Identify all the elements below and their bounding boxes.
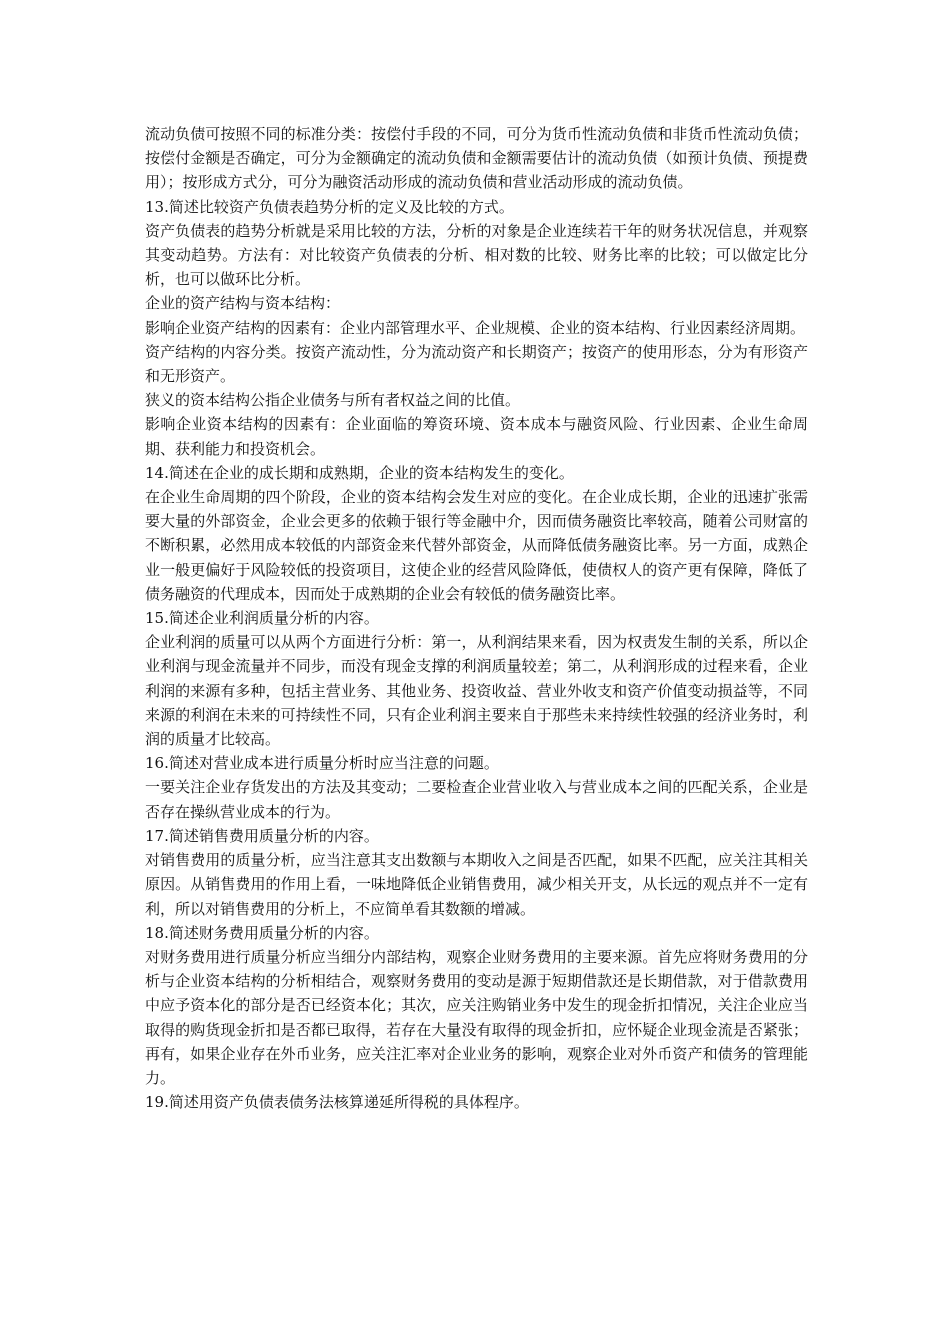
body-paragraph: 影响企业资本结构的因素有：企业面临的筹资环境、资本成本与融资风险、行业因素、企业生命周期、获利能力和投资机会。 [145, 415, 808, 458]
question-heading: 18.简述财务费用质量分析的内容。 [145, 923, 379, 942]
body-paragraph: 对销售费用的质量分析，应当注意其支出数额与本期收入之间是否匹配，如果不匹配，应关注其相关原因。从销售费用的作用上看，一味地降低企业销售费用，减少相关开支，从长远的观点并不一定有利，所以对销售费用的分析上，不应简单看其数额的增减。 [145, 851, 808, 918]
document-page [145, 122, 808, 1114]
question-heading: 15.简述企业利润质量分析的内容。 [145, 609, 379, 628]
question-heading: 16.简述对营业成本进行质量分析时应当注意的问题。 [145, 754, 499, 773]
body-paragraph: 一要关注企业存货发出的方法及其变动；二要检查企业营业收入与营业成本之间的匹配关系，企业是否存在操纵营业成本的行为。 [145, 778, 808, 821]
body-paragraph: 企业利润的质量可以从两个方面进行分析：第一，从利润结果来看，因为权责发生制的关系，所以企业利润与现金流量并不同步，而没有现金支撑的利润质量较差；第二，从利润形成的过程来看，企业利润的来源有多种，包括主营业务、其他业务、投资收益、营业外收支和资产价值变动损益等，不同来源的利润在未来的可持续性不同，只有企业利润主要来自于那些未来持续性较强的经济业务时，利润的质量才比较高。 [145, 633, 808, 749]
body-paragraph: 企业的资产结构与资本结构： [145, 294, 341, 313]
body-paragraph: 在企业生命周期的四个阶段，企业的资本结构会发生对应的变化。在企业成长期，企业的迅速扩张需要大量的外部资金，企业会更多的依赖于银行等金融中介，因而债务融资比率较高，随着公司财富的不断积累，必然用成本较低的内部资金来代替外部资金，从而降低债务融资比率。另一方面，成熟企业一般更偏好于风险较低的投资项目，这使企业的经营风险降低，使债权人的资产更有保障，降低了债务融资的代理成本，因而处于成熟期的企业会有较低的债务融资比率。 [145, 488, 808, 603]
body-paragraph: 资产结构的内容分类。按资产流动性，分为流动资产和长期资产；按资产的使用形态，分为有形资产和无形资产。 [145, 342, 808, 386]
body-paragraph: 资产负债表的趋势分析就是采用比较的方法，分析的对象是企业连续若干年的财务状况信息，并观察其变动趋势。方法有：对比较资产负债表的分析、相对数的比较、财务比率的比较；可以做定比分析，也可以做环比分析。 [145, 221, 808, 289]
question-heading: 13.简述比较资产负债表趋势分析的定义及比较的方式。 [145, 197, 514, 216]
question-heading: 17.简述销售费用质量分析的内容。 [145, 826, 379, 845]
question-heading: 14.简述在企业的成长期和成熟期，企业的资本结构发生的变化。 [145, 463, 574, 482]
body-paragraph: 影响企业资产结构的因素有：企业内部管理水平、企业规模、企业的资本结构、行业因素经济周期。 [145, 318, 806, 337]
body-paragraph: 狭义的资本结构公指企业债务与所有者权益之间的比值。 [145, 391, 521, 410]
body-paragraph: 流动负债可按照不同的标准分类：按偿付手段的不同，可分为货币性流动负债和非货币性流动负债；按偿付金额是否确定，可分为金额确定的流动负债和金额需要估计的流动负债（如预计负债、预提费用）；按形成方式分，可分为融资活动形成的流动负债和营业活动形成的流动负债。 [145, 125, 808, 192]
body-paragraph: 对财务费用进行质量分析应当细分内部结构，观察企业财务费用的主要来源。首先应将财务费用的分析与企业资本结构的分析相结合，观察财务费用的变动是源于短期借款还是长期借款，对于借款费用中应予资本化的部分是否已经资本化；其次，应关注购销业务中发生的现金折扣情况，关注企业应当取得的购货现金折扣是否都已取得，若存在大量没有取得的现金折扣，应怀疑企业现金流是否紧张；再有，如果企业存在外币业务，应关注汇率对企业业务的影响，观察企业对外币资产和债务的管理能力。 [145, 947, 808, 1087]
question-heading: 19.简述用资产负债表债务法核算递延所得税的具体程序。 [145, 1093, 529, 1112]
